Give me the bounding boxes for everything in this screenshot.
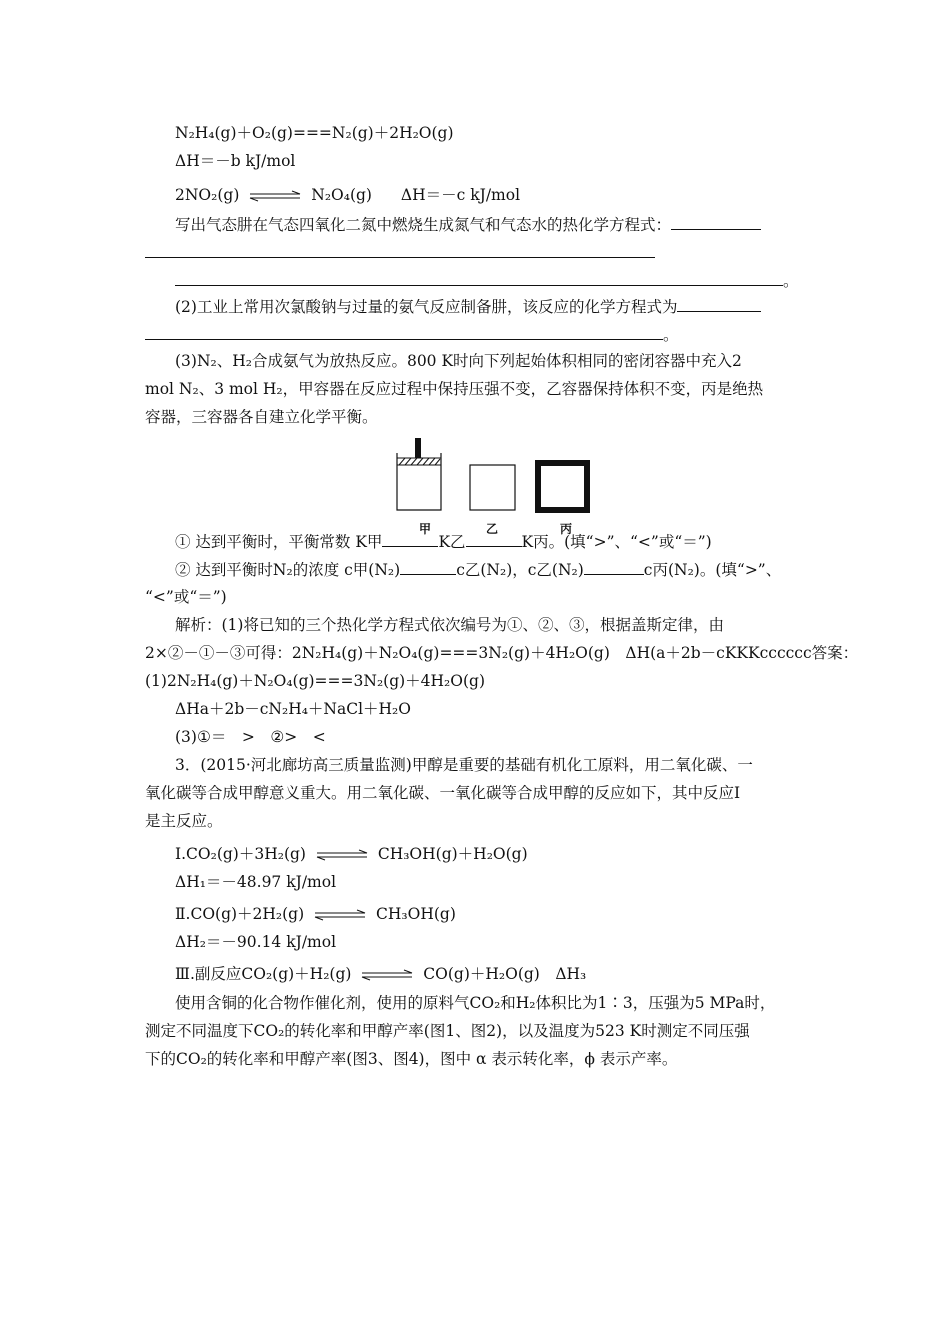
- enthalpy-line: ΔH₂＝－90.14 kJ/mol: [175, 933, 337, 951]
- equation-line: [175, 963, 586, 985]
- equation-left: Ⅱ.CO(g)＋2H₂(g): [175, 905, 305, 923]
- answer-blank[interactable]: [145, 325, 663, 340]
- answer-blank[interactable]: [466, 532, 522, 547]
- question-line: [175, 559, 781, 581]
- question-line: [175, 214, 761, 236]
- figure-label-bing: 丙: [560, 522, 573, 536]
- equation-right: CH₃OH(g): [376, 905, 456, 923]
- period-text: 。: [783, 272, 799, 290]
- enthalpy-text: ΔH＝－c kJ/mol: [400, 186, 521, 204]
- container-jia: [397, 438, 441, 510]
- question-text: ② 达到平衡时N₂的浓度 c甲(N₂): [175, 561, 401, 579]
- answer-blank[interactable]: [400, 560, 456, 575]
- answer-blank[interactable]: [677, 297, 761, 312]
- containers-figure: [385, 435, 605, 515]
- figure-label-yi: 乙: [486, 522, 499, 536]
- solution-line: 解析：(1)将已知的三个热化学方程式依次编号为①、②、③，根据盖斯定律，由: [175, 616, 724, 634]
- equation-left: Ⅰ.CO₂(g)＋3H₂(g): [175, 845, 306, 863]
- answer-line: [175, 270, 799, 292]
- paragraph-line: 是主反应。: [145, 812, 223, 830]
- question-text: ① 达到平衡时，平衡常数 K甲: [175, 533, 383, 551]
- paragraph-line: 3．(2015·河北廊坊高三质量监测)甲醇是重要的基础有机化工原料，用二氧化碳、一: [175, 756, 753, 774]
- question-text: K丙。(填“>”、“<”或“＝”): [521, 533, 712, 551]
- paragraph-line: 容器，三容器各自建立化学平衡。: [145, 408, 378, 426]
- equation-line: N₂H₄(g)＋O₂(g)===N₂(g)＋2H₂O(g): [175, 124, 454, 142]
- equation-line: [175, 184, 520, 206]
- equilibrium-arrow-icon: [248, 190, 302, 202]
- container-bing: [538, 463, 587, 510]
- period-text: 。: [663, 326, 679, 344]
- question-line: [175, 531, 712, 553]
- enthalpy-line: ΔH₁＝－48.97 kJ/mol: [175, 873, 337, 891]
- answer-line: [145, 324, 679, 346]
- equation-left: Ⅲ.副反应CO₂(g)＋H₂(g): [175, 965, 352, 983]
- paragraph-line: mol N₂、3 mol H₂，甲容器在反应过程中保持压强不变，乙容器保持体积不变，丙是绝热: [145, 380, 764, 398]
- equation-left: 2NO₂(g): [175, 186, 240, 204]
- paragraph-line: “<”或“＝”): [145, 588, 227, 606]
- question-text: 写出气态肼在气态四氧化二氮中燃烧生成氮气和气态水的热化学方程式：: [175, 216, 672, 234]
- equation-right: N₂O₄(g): [311, 186, 372, 204]
- paragraph-line: 测定不同温度下CO₂的转化率和甲醇产率(图1、图2)，以及温度为523 K时测定不同压强: [145, 1022, 750, 1040]
- question-text: K乙: [438, 533, 466, 551]
- answer-blank[interactable]: [671, 215, 761, 230]
- solution-line: (1)2N₂H₄(g)＋N₂O₄(g)===3N₂(g)＋4H₂O(g): [145, 672, 485, 690]
- paragraph-line: 下的CO₂的转化率和甲醇产率(图3、图4)，图中 α 表示转化率，ϕ 表示产率。: [145, 1050, 678, 1068]
- equilibrium-arrow-icon: [360, 969, 414, 981]
- answer-blank[interactable]: [145, 243, 655, 258]
- figure-label-jia: 甲: [419, 522, 432, 536]
- paragraph-line: (3)N₂、H₂合成氨气为放热反应。800 K时向下列起始体积相同的密闭容器中充入2: [175, 352, 742, 370]
- solution-line: 2×②－①－③可得：2N₂H₄(g)＋N₂O₄(g)===3N₂(g)＋4H₂O(g) ΔH(a＋2b－cKKKcccccc答案：: [145, 644, 859, 662]
- equation-line: [175, 903, 456, 925]
- solution-line: (3)①＝ > ②> <: [175, 728, 326, 746]
- question-line: [175, 296, 761, 318]
- answer-blank[interactable]: [175, 271, 783, 286]
- enthalpy-line: ΔH＝－b kJ/mol: [175, 152, 296, 170]
- container-yi: [470, 465, 515, 510]
- equation-line: [175, 843, 528, 865]
- equation-right: CO(g)＋H₂O(g) ΔH₃: [423, 965, 587, 983]
- question-text: (2)工业上常用次氯酸钠与过量的氨气反应制备肼，该反应的化学方程式为: [175, 298, 678, 316]
- question-text: c乙(N₂)，c乙(N₂): [456, 561, 584, 579]
- paragraph-line: 使用含铜的化合物作催化剂，使用的原料气CO₂和H₂体积比为1∶3，压强为5 MPa时，: [175, 994, 776, 1012]
- answer-blank[interactable]: [584, 560, 644, 575]
- equilibrium-arrow-icon: [315, 849, 369, 861]
- paragraph-line: 氧化碳等合成甲醇意义重大。用二氧化碳、一氧化碳等合成甲醇的反应如下，其中反应Ⅰ: [145, 784, 741, 802]
- solution-line: ΔHa＋2b－cN₂H₄＋NaCl＋H₂O: [175, 700, 411, 718]
- question-text: c丙(N₂)。(填“>”、: [643, 561, 782, 579]
- answer-line: [145, 242, 655, 264]
- equation-right: CH₃OH(g)＋H₂O(g): [377, 845, 528, 863]
- answer-blank[interactable]: [382, 532, 438, 547]
- equilibrium-arrow-icon: [313, 909, 367, 921]
